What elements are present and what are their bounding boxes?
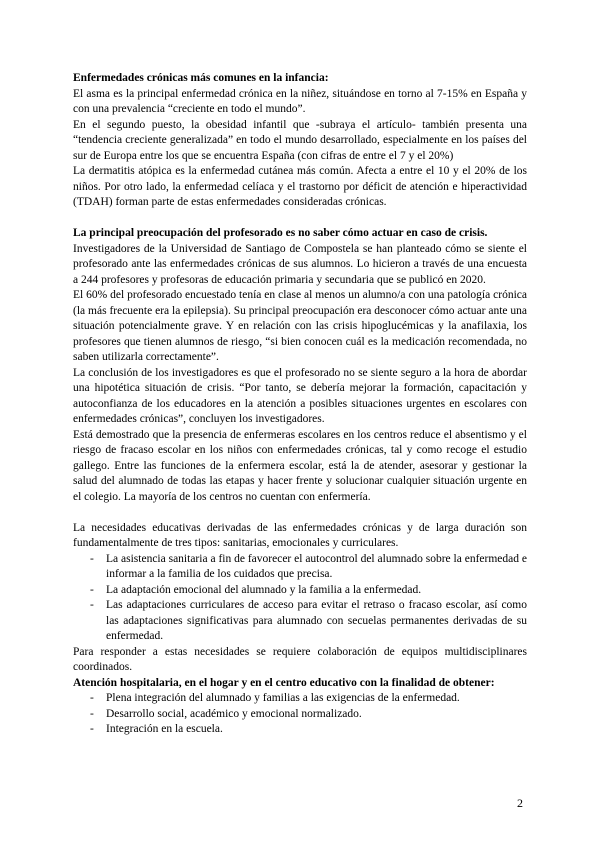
section-heading-care-goals: Atención hospitalaria, en el hogar y en el centro educativo con la finalidad de obtener: xyxy=(73,676,495,689)
paragraph-asthma: El asma es la principal enfermedad crónica en la niñez, situándose en torno al 7-15% en España y con una prevalencia “creciente en todo el mundo”. xyxy=(73,87,527,115)
list-item: - Las adaptaciones curriculares de acceso para evitar el retraso o fracaso escolar, así como las adaptaciones significativas para alumnado con secuelas permanentes derivadas de su enfermedad. xyxy=(73,598,527,645)
paragraph-researchers: Investigadores de la Universidad de Santiago de Compostela se han planteado cómo se siente el profesorado ante las enfermedades crónicas de sus alumnos. Lo hicieron a través de una encuesta a 244 profesores y profesoras de educación primaria y secundaria que se publicó en 2020. xyxy=(73,242,527,286)
page-content xyxy=(73,71,527,738)
list-item: - La adaptación emocional del alumnado y la familia a la enfermedad. xyxy=(73,583,527,599)
paragraph-multidisciplinary: Para responder a estas necesidades se requiere colaboración de equipos multidisciplinares coordinados. xyxy=(73,645,527,673)
spacer xyxy=(73,211,527,227)
section-heading-chronic-diseases: Enfermedades crónicas más comunes en la infancia: xyxy=(73,72,329,84)
list-item: - Desarrollo social, académico y emocional normalizado. xyxy=(73,707,527,723)
spacer xyxy=(73,505,527,521)
list-item: - Plena integración del alumnado y familias a las exigencias de la enfermedad. xyxy=(73,691,527,707)
needs-list xyxy=(73,552,527,645)
paragraph-school-nurses: Está demostrado que la presencia de enfermeras escolares en los centros reduce el absentismo y el riesgo de fracaso escolar en los niños con enfermedades crónicas, tal y como recoge el estudio gallego. Entre las funciones de la enfermera escolar, está la de atender, asesorar y gestionar la salud del alumnado de todas las etapas y hacer frente y solucionar cualquier situación urgente en el colegio. La mayoría de los centros no cuentan con enfermería. xyxy=(73,428,527,503)
list-item: - Integración en la escuela. xyxy=(73,722,527,738)
paragraph-educational-needs: La necesidades educativas derivadas de las enfermedades crónicas y de larga duración son fundamentalmente de tres tipos: sanitarias, emocionales y curriculares. xyxy=(73,521,527,549)
paragraph-conclusion: La conclusión de los investigadores es que el profesorado no se siente seguro a la hora de abordar una hipotética situación de crisis. “Por tanto, se debería mejorar la formación, capacitación y autoconfianza de los educadores en la atención a posibles situaciones urgentes en escolares con enfermedades crónicas”, concluyen los investigadores. xyxy=(73,366,527,425)
paragraph-dermatitis: La dermatitis atópica es la enfermedad cutánea más común. Afecta a entre el 10 y el 20% de los niños. Por otro lado, la enfermedad celíaca y el trastorno por déficit de atención e hiperactividad (TDAH) forman parte de estas enfermedades consideradas crónicas. xyxy=(73,165,527,208)
page-number: 2 xyxy=(517,796,523,810)
section-heading-teacher-concern: La principal preocupación del profesorado es no saber cómo actuar en caso de crisis. xyxy=(73,227,488,239)
list-item: - La asistencia sanitaria a fin de favorecer el autocontrol del alumnado sobre la enfermedad e informar a la familia de los cuidados que precisa. xyxy=(73,552,527,583)
paragraph-survey-results: El 60% del profesorado encuestado tenía en clase al menos un alumno/a con una patología crónica (la más frecuente era la epilepsia). Su principal preocupación era desconocer cómo actuar ante una situación potencialmente grave. Y en relación con las crisis hipoglucémicas y la anafilaxia, los profesores que tienen alumnos de riesgo, “si bien conocen cuál es la medicación recomendada, no saben utilizarla correctamente”. xyxy=(73,289,527,363)
paragraph-obesity: En el segundo puesto, la obesidad infantil que -subraya el artículo- también presenta una “tendencia creciente generalizada” en todo el mundo desarrollado, especialmente en los países del sur de Europa entre los que se encuentra España (con cifras de entre el 7 y el 20%) xyxy=(73,118,527,162)
goals-list xyxy=(73,691,527,738)
